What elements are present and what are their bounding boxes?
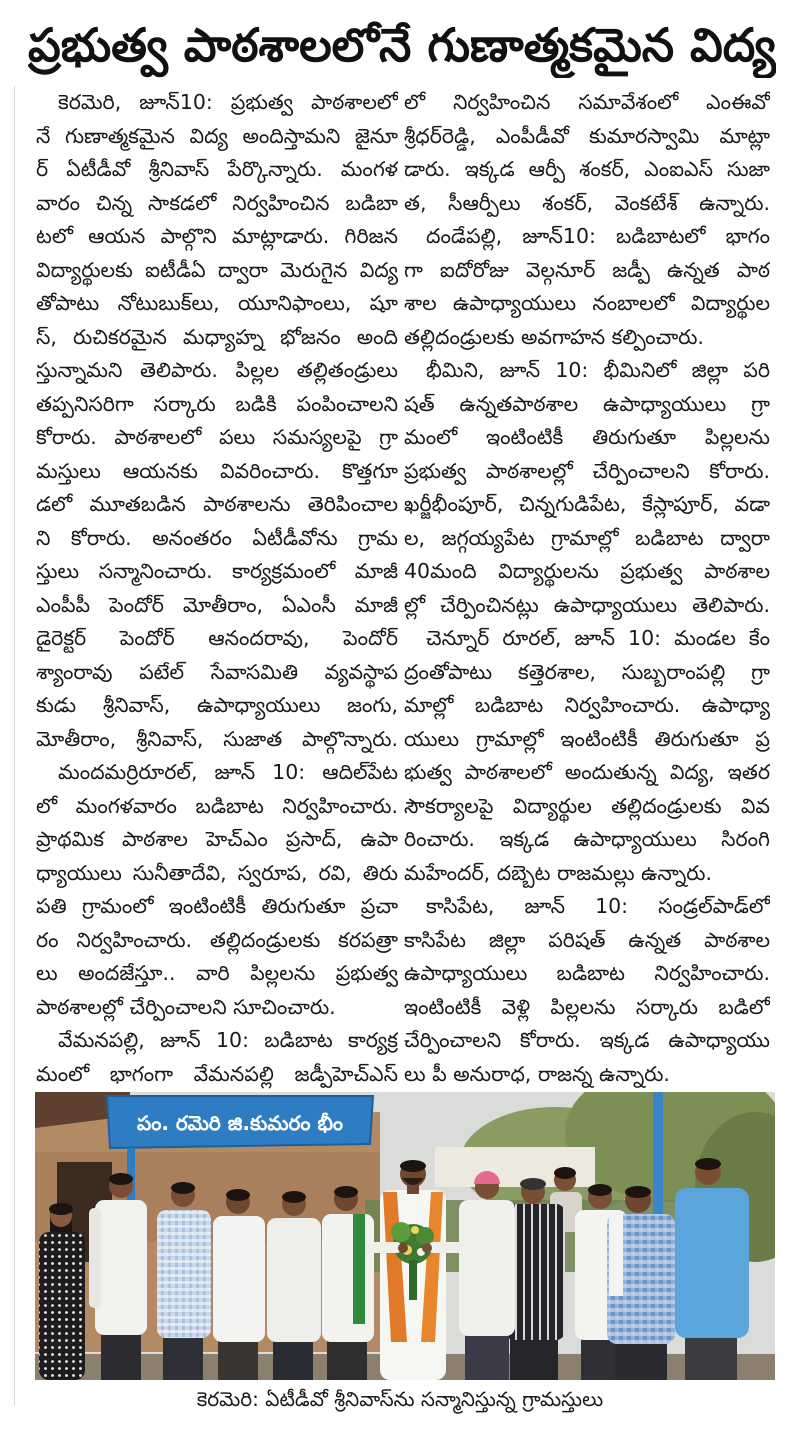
text-line: శ్రీధర్‌రెడ్డి, ఎంపీడీవో కుమారస్వామి మాట్లా: [404, 123, 770, 148]
headline: ప్రభుత్వ పాఠశాలలోనే గుణాత్మకమైన విద్య: [28, 18, 776, 72]
text-line: నే గుణాత్మకమైన విద్య అందిస్తామని జైనూ: [36, 123, 398, 148]
text-line: మందమర్రిరూరల్, జూన్ 10: ఆదిల్‌పేట: [58, 760, 398, 784]
text-line: గా ఐదోరోజు వెల్గనూర్ జడ్పీ ఉన్నత పాఠ: [404, 257, 770, 282]
text-line: లు పీ అనురాధ, రాజన్న ఉన్నారు.: [404, 1061, 670, 1086]
text-line: ఖర్జీభీంపూర్, చిన్నగుడిపేట, కేస్లాపూర్, వడా: [404, 492, 770, 516]
person-figure: [157, 1182, 211, 1380]
text-line: డైరెక్టర్ పెందోర్ ఆనందరావు, పెందోర్: [36, 626, 398, 650]
text-line: స్, రుచికరమైన మధ్యాహ్న భోజనం అంది: [36, 324, 398, 349]
text-line: పాఠశాలల్లో చేర్పించాలని సూచించారు.: [36, 994, 336, 1019]
text-line: మోతీరాం, శ్రీనివాస్, సుజాత పాల్గొన్నారు.: [36, 726, 398, 751]
text-line: మంలో భాగంగా వేమనపల్లి జడ్పీహెచ్‌ఎస్: [36, 1061, 398, 1086]
text-line: ప్రభుత్వ పాఠశాలల్లో చేర్పించాలని కోరారు.: [404, 458, 770, 483]
text-line: తప్పనిసరిగా సర్కారు బడికి పంపించాలని: [36, 391, 398, 416]
text-line: కుడు శ్రీనివాస్, ఉపాధ్యాయులు జంగు,: [36, 693, 398, 717]
text-line: దండేపల్లి, జూన్10: బడిబాటలో భాగం: [426, 224, 770, 248]
text-line: శాల ఉపాధ్యాయులు నంబాలలో విద్యార్థుల: [404, 291, 770, 315]
text-line: చేర్పించాలని కోరారు. ఇక్కడ ఉపాధ్యాయు: [404, 1028, 770, 1052]
text-line: స్తులు సన్మానించారు. కార్యక్రమంలో మాజీ: [36, 559, 398, 583]
left-column: [36, 86, 398, 1091]
column-rule: [14, 86, 15, 1406]
text-line: ఎంపీపీ పెందోర్ మోతీరాం, ఏఎంసీ మాజీ: [36, 592, 398, 617]
text-line: యులు గ్రామాల్లో ఇంటింటికీ తిరుగుతూ ప్ర: [404, 726, 770, 751]
text-line: మహేందర్, దబ్బెట రాజమల్లు ఉన్నారు.: [404, 860, 712, 885]
text-line: సౌకర్యాలపై విద్యార్థుల తల్లిదండ్రులకు వివ: [404, 793, 770, 818]
text-line: కాసిపేట, జూన్ 10: సండ్రల్‌పాడ్‌లో: [426, 894, 770, 918]
text-line: ధ్యాయులు సునీతాదేవి, స్వరూప, రవి, తిరు: [36, 860, 398, 885]
text-line: భుత్వ పాఠశాలలో అందుతున్న విద్య, ఇతర: [404, 760, 770, 784]
person-figure: [322, 1186, 374, 1380]
text-line: భీమిని, జూన్ 10: భీమినిలో జిల్లా పరి: [426, 358, 770, 382]
text-line: డారు. ఇక్కడ ఆర్పీ శంకర్, ఎంఐఎస్ సుజా: [404, 157, 770, 181]
text-line: వేమనపల్లి, జూన్ 10: బడిబాట కార్యక్ర: [58, 1028, 398, 1052]
right-column: [404, 86, 770, 1091]
text-line: పతి గ్రామంలో ఇంటింటికీ తిరుగుతూ ప్రచా: [36, 894, 398, 918]
photo-caption: కెరమెరి: ఏటీడీవో శ్రీనివాస్‌ను సన్మానిస్తున్న గ్రామస్తులు: [196, 1387, 604, 1411]
text-line: డలో మూతబడిన పాఠశాలను తెరిపించాల: [36, 492, 398, 516]
text-line: మంలో ఇంటింటికీ తిరుగుతూ పిల్లలను: [404, 425, 770, 449]
text-line: లో మంగళవారం బడిబాట నిర్వహించారు.: [36, 793, 398, 818]
news-photo: [35, 1092, 775, 1380]
text-line: మస్తులు ఆయనకు వివరించారు. కొత్తగూ: [36, 458, 398, 483]
text-line: స్తున్నామని తెలిపారు. పిల్లల తల్లితండ్రులు: [36, 358, 398, 382]
text-line: చెన్నూర్ రూరల్, జూన్ 10: మండల కేం: [426, 626, 770, 650]
text-line: 40మంది విద్యార్థులను ప్రభుత్వ పాఠశాల: [404, 559, 770, 583]
text-line: మాల్లో బడిబాట నిర్వహించారు. ఉపాధ్యా: [404, 693, 770, 717]
text-line: ఉపాధ్యాయులు బడిబాట నిర్వహించారు.: [404, 961, 770, 985]
text-line: ఇంటింటికీ వెళ్లి పిల్లలను సర్కారు బడిలో: [404, 994, 770, 1019]
text-line: ర్ ఏటీడీవో శ్రీనివాస్ పేర్కొన్నారు. మంగళ: [36, 157, 398, 181]
text-line: ల, జగ్గయ్యపేట గ్రామాల్లో బడిబాట ద్వారా: [404, 525, 770, 550]
text-line: కాసిపేట జిల్లా పరిషత్ ఉన్నత పాఠశాల: [404, 927, 770, 952]
text-line: టలో ఆయన పాల్గొని మాట్లాడారు. గిరిజన: [36, 224, 398, 248]
text-line: తల్లిదండ్రులకు అవగాహన కల్పించారు.: [404, 324, 704, 349]
text-line: కోరారు. పాఠశాలలో పలు సమస్యలపై గ్రా: [36, 425, 398, 449]
text-line: విద్యార్థులకు ఐటీడీఏ ద్వారా మెరుగైన విద్య: [36, 257, 398, 282]
text-line: ని కోరారు. అనంతరం ఏటీడీవోను గ్రామ: [36, 525, 398, 550]
text-line: ద్రంతోపాటు కత్తెరశాల, సుబ్బరాంపల్లి గ్రా: [404, 659, 770, 684]
person-figure: [607, 1186, 675, 1380]
text-line: ల్లో చేర్పించినట్లు ఉపాధ్యాయులు తెలిపారు.: [404, 592, 770, 617]
text-line: శ్యాంరావు పటేల్ సేవాసమితి వ్యవస్థాప: [36, 659, 398, 684]
text-line: రించారు. ఇక్కడ ఉపాధ్యాయులు సిరంగి: [404, 827, 770, 851]
text-line: కెరమెరి, జూన్10: ప్రభుత్వ పాఠశాలలో: [58, 90, 398, 114]
text-line: తోపాటు నోటుబుక్‌లు, యూనిఫాంలు, షూ: [36, 291, 398, 315]
sign-text: పం. రమెరి జి.కుమరం భీం: [136, 1111, 344, 1135]
text-line: లో నిర్వహించిన సమావేశంలో ఎంఈవో: [404, 90, 770, 114]
text-line: వారం చిన్న సాకడలో నిర్వహించిన బడిబా: [36, 190, 398, 215]
person-figure: [459, 1171, 515, 1380]
person-figure: [267, 1191, 321, 1380]
person-figure: [213, 1189, 265, 1380]
text-line: ప్రాథమిక పాఠశాల హెచ్‌ఎం ప్రసాద్, ఉపా: [36, 827, 398, 851]
text-line: లు అందజేస్తూ.. వారి పిల్లలను ప్రభుత్వ: [36, 961, 398, 985]
text-line: రం నిర్వహించారు. తల్లిదండ్రులకు కరపత్రా: [36, 927, 398, 952]
text-line: షత్ ఉన్నతపాఠశాల ఉపాధ్యాయులు గ్రా: [404, 391, 770, 416]
text-line: త, సీఆర్పీలు శంకర్, వెంకటేశ్ ఉన్నారు.: [404, 190, 770, 215]
